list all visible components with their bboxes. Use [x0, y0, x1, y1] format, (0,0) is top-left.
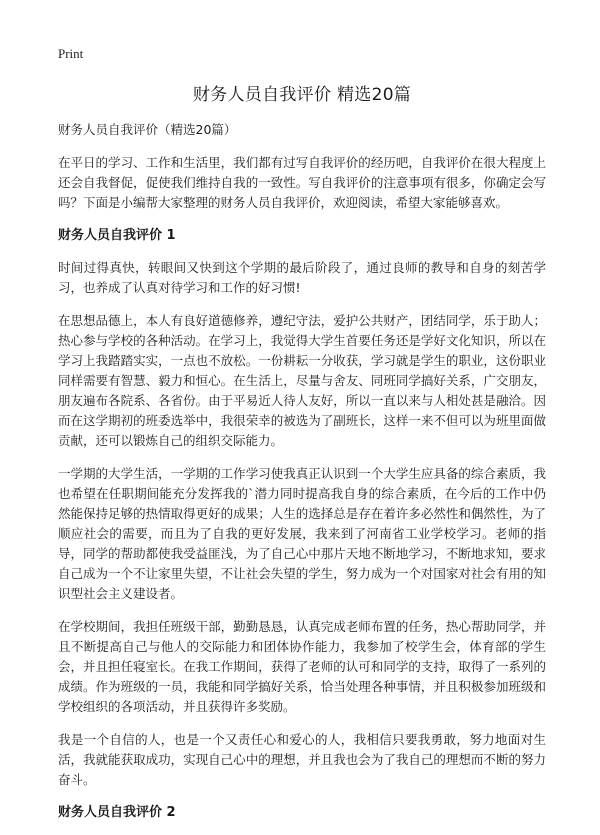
- intro-paragraph: 在平日的学习、工作和生活里，我们都有过写自我评价的经历吧，自我评价在很大程度上还会自我督促，促使我们维持自我的一致性。写自我评价的注意事项有很多，你确定会写吗？下面是小编帮大家整理的财务人员自我评价，欢迎阅读，希望大家能够喜欢。: [58, 155, 546, 210]
- section-heading-2: 财务人员自我评价 2: [58, 805, 176, 820]
- section-1-paragraph-3: 一学期的大学生活，一学期的工作学习使我真正认识到一个大学生应具备的综合素质，我也希望在任职期间能充分发挥我的`潜力同时提高我自身的综合素质，在今后的工作中仍然能保持足够的热情取得更好的成果；人生的选择总是存在着许多必然性和偶然性，为了顺应社会的需要，而且为了自我的更好发展，我来到了河南省工业学校学习。老师的指导，同学的帮助都使我受益匪浅，为了自己心中那片天地不断地学习，不断地求知，要求自己成为一个不让家里失望，不让社会失望的学生，努力成为一个对国家对社会有用的知识型社会主义建设者。: [58, 466, 546, 601]
- document-body: [58, 121, 546, 835]
- page-title: 财务人员自我评价 精选20篇: [192, 85, 412, 105]
- section-1-paragraph-2: 在思想品德上，本人有良好道德修养，遵纪守法，爱护公共财产，团结同学，乐于助人；热心参与学校的各种活动。在学习上，我觉得大学生首要任务还是学好文化知识，所以在学习上我踏踏实实，一点也不放松。一份耕耘一分收获，学习就是学生的职业，这份职业同样需要有智慧、毅力和恒心。在生活上，尽量与舍友、同班同学搞好关系，广交朋友，朋友遍布各院系、各省份。由于平易近人待人友好，所以一直以来与人相处甚是融洽。因而在这学期初的班委选举中，我很荣幸的被选为了副班长，这样一来不但可以为班里面做贡献，还可以锻炼自己的组织交际能力。: [58, 313, 546, 448]
- section-1-paragraph-1: 时间过得真快，转眼间又快到这个学期的最后阶段了，通过良师的教导和自身的刻苦学习，也养成了认真对待学习和工作的好习惯!: [58, 260, 546, 295]
- print-link[interactable]: Print: [58, 46, 84, 61]
- document-subtitle: 财务人员自我评价（精选20篇）: [58, 122, 237, 137]
- section-1-paragraph-5: 我是一个自信的人，也是一个又责任心和爱心的人，我相信只要我勇敢，努力地面对生活，我就能获取成功，实现自己心中的理想，并且我也会为了我自己的理想而不断的努力奋斗。: [58, 732, 546, 787]
- section-heading-1: 财务人员自我评价 1: [58, 228, 176, 243]
- section-1-paragraph-4: 在学校期间，我担任班级干部，勤勤恳恳，认真完成老师布置的任务，热心帮助同学，并且不断提高自己与他人的交际能力和团体协作能力，我参加了校学生会，体育部的学生会，并且担任寝室长。在我工作期间，获得了老师的认可和同学的支持，取得了一系列的成绩。作为班级的一员，我能和同学搞好关系，恰当处理各种事情，并且积极参加班级和学校组织的各项活动，并且获得许多奖励。: [58, 619, 546, 714]
